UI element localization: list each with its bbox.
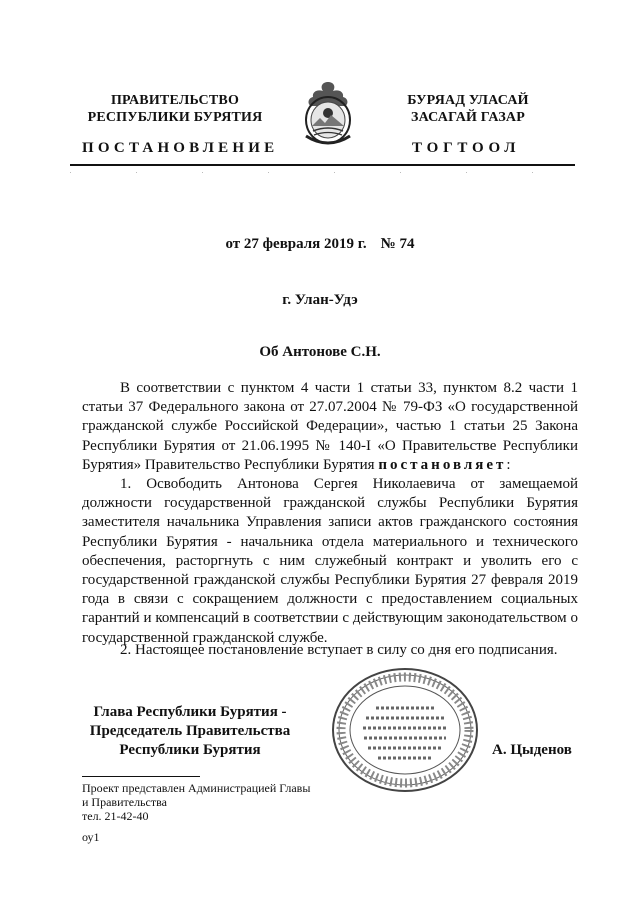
header-dotted-divider [70,172,575,173]
header-right [388,92,548,126]
header-left-line: РЕСПУБЛИКИ БУРЯТИЯ [87,110,263,125]
decree-city: г. Улан-Удэ [282,292,358,308]
signatory-title-line: Председатель Правительства [89,723,291,739]
doc-type-buryat: ТОГТООЛ [412,140,521,156]
decree-item-1: 1. Освободить Антонова Сергея Николаевича от замещаемой должности государственной гражданской службы Республики Бурятия заместителя начальника Управления записи актов гражданского состояния Республики Бурятия - начальника отдела материального и технического обеспечения, расторгнуть с ним служебный контракт и уволить его с государственной гражданской службы Республики Бурятия 27 февраля 2019 года в связи с сокращением должности с предоставлением социальных гарантий и компенсаций в соответствии с действующим законодательством о государственной гражданской службе. [82,476,578,646]
preamble-end: : [506,456,511,473]
signatory-title [82,703,298,760]
header-left [70,92,280,126]
decree-item-2: 2. Настоящее постановление вступает в силу со дня его подписания. [120,642,558,658]
header-right-line: ЗАСАГАЙ ГАЗАР [410,110,525,125]
document-code: оу1 [82,830,100,844]
footer-line: тел. 21-42-40 [82,809,149,823]
official-seal-icon [330,666,480,794]
footer-note [82,781,310,823]
coat-of-arms-icon [296,76,360,150]
preamble-text: В соответствии с пунктом 4 части 1 статьи 33, пунктом 8.2 части 1 статьи 37 Федерального закона от 27.07.2004 № 79-ФЗ «О государственной гражданской службе Российской Федерации», частью 1 статьи 25 Закона Республики Бурятия от 21.06.1995 № 140-I «О Правительстве Республики Бурятия» Правительство Республики Бурятия [82,380,578,473]
header-left-line: ПРАВИТЕЛЬСТВО [110,93,240,108]
decree-date: от 27 февраля 2019 г. [225,236,367,252]
signatory-title-line: Глава Республики Бурятия - [93,704,287,720]
decree-subject: Об Антонове С.Н. [259,344,381,360]
decree-date-line [0,236,640,253]
signatory-name: А. Цыденов [492,742,572,758]
doc-type-russian: ПОСТАНОВЛЕНИЕ [82,140,279,156]
decree-number: № 74 [380,236,415,252]
header-right-line: БУРЯАД УЛАСАЙ [407,93,529,108]
decrees-word: постановляет [378,456,507,473]
preamble-paragraph [82,379,578,475]
footer-line: Проект представлен Администрацией Главы [82,781,311,795]
footer-line: и Правительства [82,795,167,809]
signatory-title-line: Республики Бурятия [119,742,261,758]
footer-divider [82,776,200,777]
header-divider [70,164,575,166]
